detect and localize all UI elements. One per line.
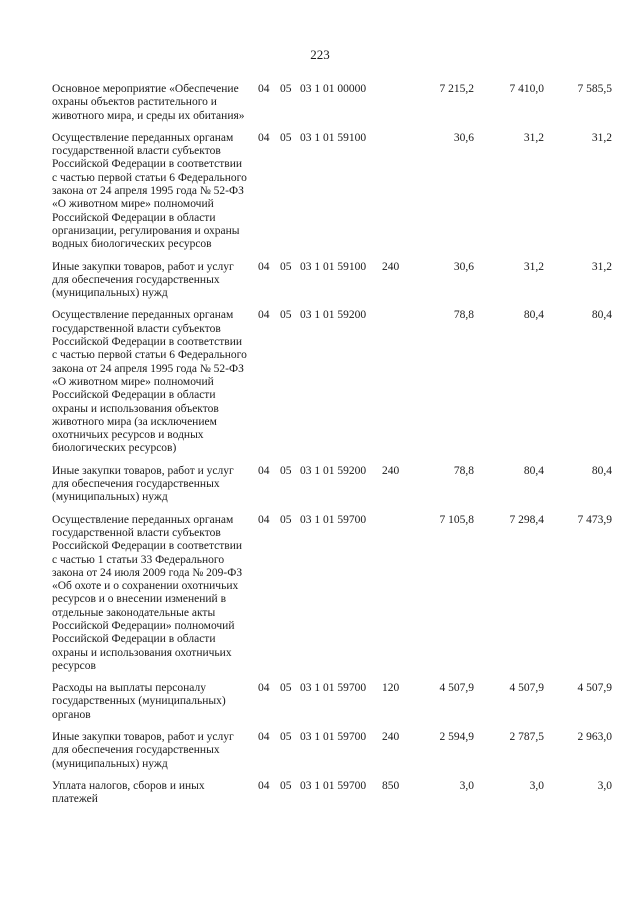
- row-name: Расходы на выплаты персоналу государственных (муниципальных) органов: [52, 682, 226, 721]
- row-amount-year-3: 2 963,0: [577, 731, 612, 744]
- page-number: 223: [310, 47, 330, 62]
- row-section: 04: [258, 682, 270, 695]
- row-expense-type: [382, 132, 408, 261]
- row-amount-year-1: 78,8: [453, 309, 474, 322]
- row-subsection: 05: [280, 779, 292, 792]
- row-amount-year-1: 78,8: [453, 464, 474, 477]
- table-row: [52, 465, 612, 514]
- row-expense-type: 850: [382, 779, 400, 792]
- row-section: 04: [258, 779, 270, 792]
- row-amount-year-2: 7 410,0: [509, 83, 544, 95]
- row-amount-year-2: 3,0: [529, 779, 544, 792]
- row-target-article: 03 1 01 59700: [300, 731, 367, 744]
- row-amount-year-2: 80,4: [523, 464, 544, 477]
- row-subsection: 05: [280, 83, 292, 95]
- row-amount-year-2: 80,4: [523, 309, 544, 322]
- row-amount-year-1: 7 215,2: [439, 83, 474, 95]
- budget-table: [52, 83, 612, 816]
- row-name: Иные закупки товаров, работ и услуг для обеспечения государственных (муниципальных) нужд: [52, 731, 234, 770]
- row-subsection: 05: [280, 309, 292, 322]
- row-target-article: 03 1 01 59200: [300, 464, 367, 477]
- row-subsection: 05: [280, 513, 292, 526]
- table-row: [52, 261, 612, 310]
- row-amount-year-3: 31,2: [591, 260, 612, 273]
- row-expense-type: [382, 83, 408, 132]
- row-amount-year-1: 30,6: [453, 260, 474, 273]
- row-section: 04: [258, 83, 270, 95]
- row-expense-type: [382, 309, 408, 464]
- row-amount-year-1: 7 105,8: [439, 513, 474, 526]
- row-target-article: 03 1 01 59700: [300, 682, 367, 695]
- row-subsection: 05: [280, 464, 292, 477]
- table-row: [52, 731, 612, 780]
- row-name: Основное мероприятие «Обеспечение охраны объектов растительного и животного мира, и среды их обитания»: [52, 83, 245, 122]
- table-row: [52, 132, 612, 261]
- table-row: [52, 514, 612, 683]
- row-amount-year-2: 31,2: [523, 131, 544, 144]
- row-subsection: 05: [280, 260, 292, 273]
- row-section: 04: [258, 464, 270, 477]
- row-name: Осуществление переданных органам государственной власти субъектов Российской Федерации в соответствии с частью первой статьи 6 Федерального закона от 24 апреля 1995 года № 52-ФЗ «О животном мире» полномочий Российской Федерации в области охраны и использования объектов животного мира (за исключением охотничьих ресурсов и водных биологических ресурсов): [52, 309, 247, 455]
- row-amount-year-1: 30,6: [453, 131, 474, 144]
- row-name: Иные закупки товаров, работ и услуг для обеспечения государственных (муниципальных) нужд: [52, 260, 234, 300]
- table-row: [52, 780, 612, 816]
- row-target-article: 03 1 01 00000: [300, 83, 367, 95]
- row-subsection: 05: [280, 131, 292, 144]
- row-amount-year-2: 2 787,5: [509, 731, 544, 744]
- table-body: [52, 83, 612, 816]
- row-subsection: 05: [280, 731, 292, 744]
- row-name: Осуществление переданных органам государственной власти субъектов Российской Федерации в соответствии с частью 1 статьи 33 Федерального закона от 24 июля 2009 года № 209-ФЗ «Об охоте и о сохранении охотничьих ресурсов и о внесении изменений в отдельные законодательные акты Российской Федерации» полномочий Российской Федерации в области охраны и использования охотничьих ресурсов: [52, 513, 243, 672]
- row-amount-year-2: 4 507,9: [509, 682, 544, 695]
- row-amount-year-3: 31,2: [591, 131, 612, 144]
- row-name: Иные закупки товаров, работ и услуг для обеспечения государственных (муниципальных) нужд: [52, 464, 234, 504]
- row-section: 04: [258, 131, 270, 144]
- row-expense-type: 240: [382, 731, 400, 744]
- row-target-article: 03 1 01 59700: [300, 779, 367, 792]
- row-amount-year-2: 31,2: [523, 260, 544, 273]
- row-target-article: 03 1 01 59100: [300, 260, 367, 273]
- row-expense-type: 240: [382, 260, 400, 273]
- row-name: Осуществление переданных органам государственной власти субъектов Российской Федерации в соответствии с частью первой статьи 6 Федерального закона от 24 апреля 1995 года № 52-ФЗ «О животном мире» полномочий Российской Федерации в области организации, регулирования и охраны водных биологических ресурсов: [52, 131, 247, 251]
- row-amount-year-3: 80,4: [591, 464, 612, 477]
- row-section: 04: [258, 309, 270, 322]
- row-section: 04: [258, 260, 270, 273]
- row-amount-year-1: 2 594,9: [439, 731, 474, 744]
- row-expense-type: [382, 514, 408, 683]
- table-row: [52, 83, 612, 132]
- row-amount-year-1: 3,0: [459, 779, 474, 792]
- row-amount-year-3: 4 507,9: [577, 682, 612, 695]
- table-row: [52, 682, 612, 731]
- row-section: 04: [258, 513, 270, 526]
- row-target-article: 03 1 01 59100: [300, 131, 367, 144]
- row-subsection: 05: [280, 682, 292, 695]
- row-target-article: 03 1 01 59200: [300, 309, 367, 322]
- row-amount-year-1: 4 507,9: [439, 682, 474, 695]
- row-amount-year-3: 3,0: [597, 779, 612, 792]
- row-expense-type: 240: [382, 464, 400, 477]
- table-row: [52, 309, 612, 464]
- row-name: Уплата налогов, сборов и иных платежей: [52, 779, 205, 806]
- row-expense-type: 120: [382, 682, 400, 695]
- row-target-article: 03 1 01 59700: [300, 513, 367, 526]
- row-amount-year-3: 7 473,9: [577, 513, 612, 526]
- row-amount-year-3: 80,4: [591, 309, 612, 322]
- row-section: 04: [258, 731, 270, 744]
- row-amount-year-2: 7 298,4: [509, 513, 544, 526]
- row-amount-year-3: 7 585,5: [577, 83, 612, 95]
